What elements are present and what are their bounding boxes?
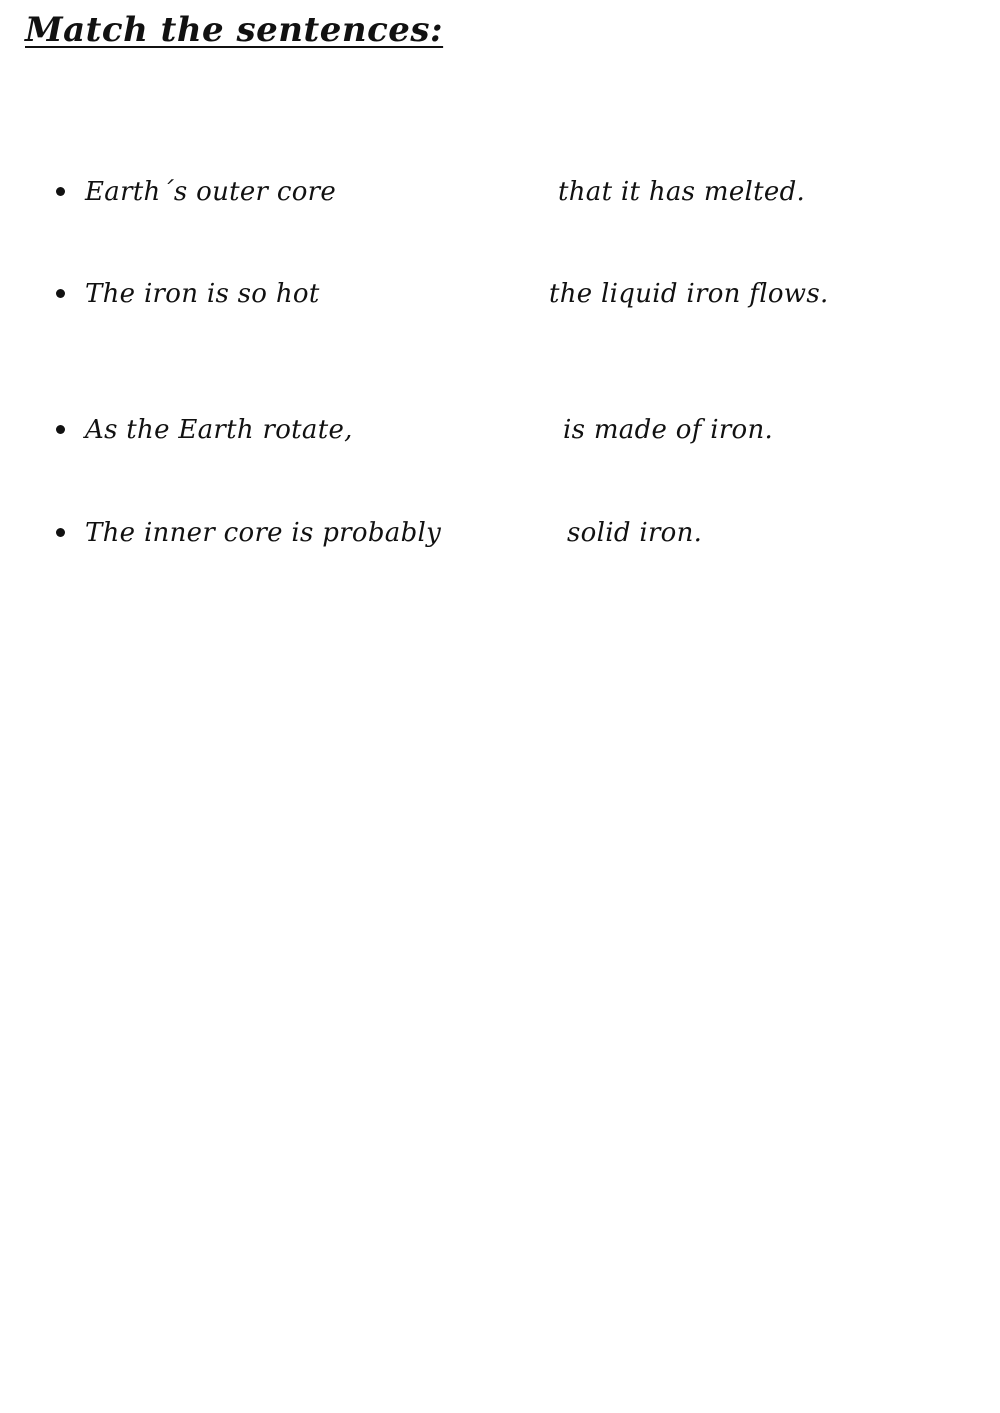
- sentence-ending: that it has melted.: [558, 177, 806, 207]
- sentence-ending: the liquid iron flows.: [549, 279, 829, 309]
- sentence-start: Earth´s outer core: [85, 177, 337, 207]
- bullet-icon: [56, 289, 65, 298]
- sentence-ending: solid iron.: [567, 518, 703, 548]
- worksheet-title: Match the sentences:: [25, 10, 444, 50]
- bullet-icon: [56, 528, 65, 537]
- match-row: [0, 410, 1000, 450]
- bullet-icon: [56, 187, 65, 196]
- bullet-icon: [56, 425, 65, 434]
- sentence-start: The inner core is probably: [85, 518, 442, 548]
- match-row: [0, 172, 1000, 212]
- sentence-start: The iron is so hot: [85, 279, 320, 309]
- sentence-ending: is made of iron.: [563, 415, 774, 445]
- match-row: [0, 274, 1000, 314]
- sentence-start: As the Earth rotate,: [85, 415, 353, 445]
- match-row: [0, 513, 1000, 553]
